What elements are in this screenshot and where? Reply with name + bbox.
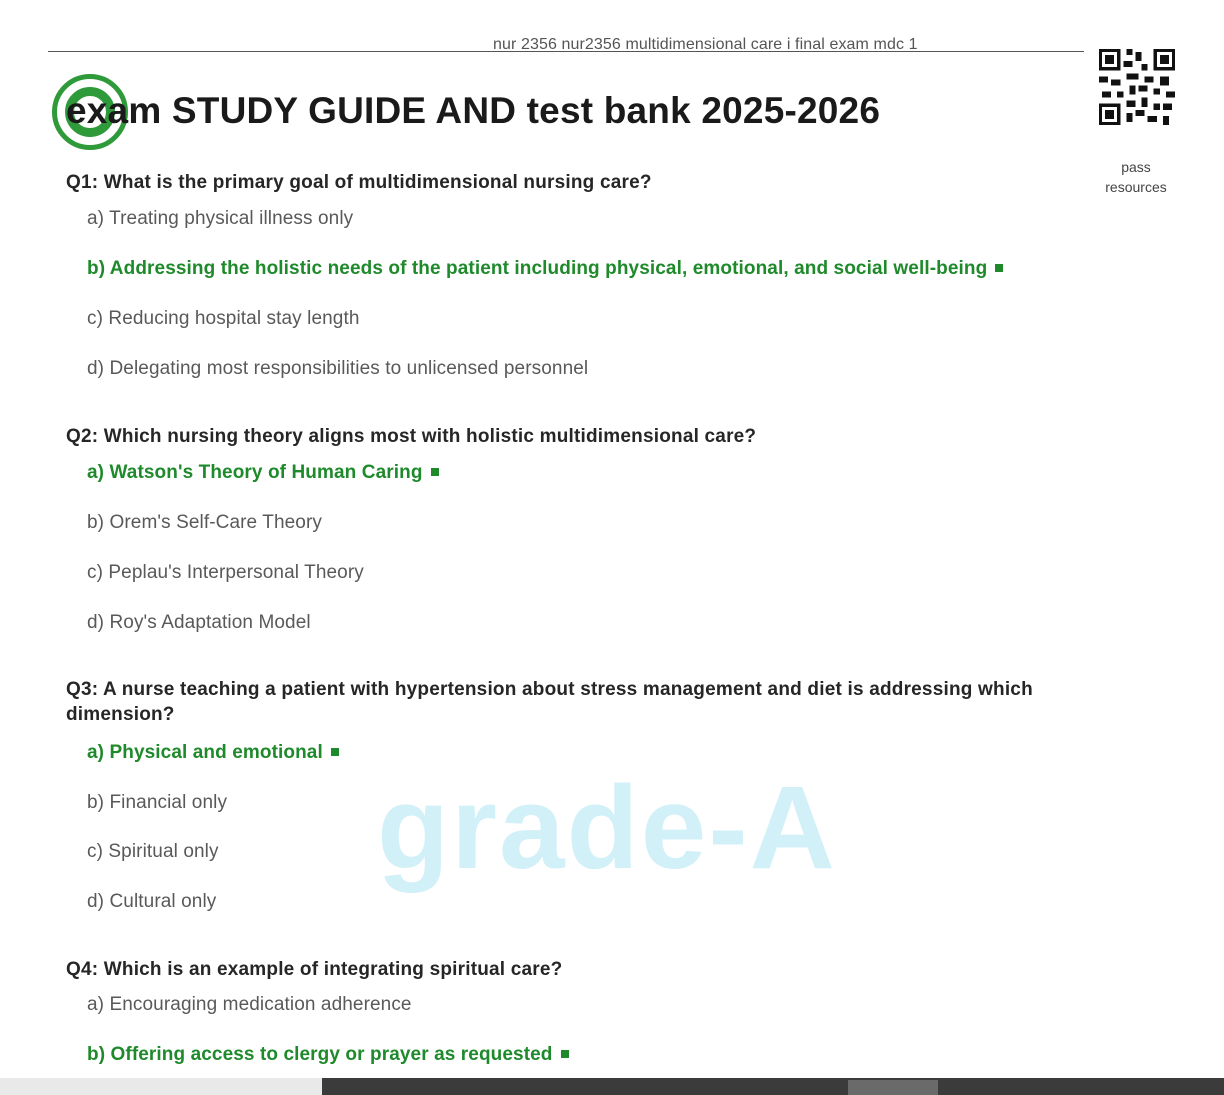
qr-code-icon [1099, 47, 1175, 127]
question-2: Q2: Which nursing theory aligns most with holistic multidimensional care? [66, 426, 757, 447]
correct-marker-icon [561, 1050, 569, 1058]
watermark: grade-A [377, 762, 837, 894]
option-text: c) Spiritual only [87, 841, 219, 862]
option-q3-d [87, 890, 216, 914]
option-q3-c [87, 840, 219, 864]
option-text: d) Roy's Adaptation Model [87, 612, 311, 633]
option-q1-c [87, 307, 360, 331]
option-text: b) Orem's Self-Care Theory [87, 512, 322, 533]
question-3: Q3: A nurse teaching a patient with hypertension about stress management and diet is addressing which dimension? [66, 679, 1033, 725]
option-q2-d [87, 611, 311, 635]
qr-caption [1096, 157, 1176, 197]
option-q3-b [87, 791, 227, 815]
option-text: b) Offering access to clergy or prayer as requested [87, 1044, 553, 1065]
qr-caption-line-1: pass [1121, 159, 1151, 175]
option-q4-a [87, 993, 412, 1017]
course-header: nur 2356 nur2356 multidimensional care i final exam mdc 1 [493, 36, 918, 53]
option-q3-a-correct [87, 741, 339, 765]
option-text: a) Encouraging medication adherence [87, 994, 412, 1015]
question-4: Q4: Which is an example of integrating spiritual care? [66, 959, 563, 980]
correct-marker-icon [995, 264, 1003, 272]
option-text: a) Treating physical illness only [87, 208, 354, 229]
option-q1-a [87, 207, 353, 231]
question-1: Q1: What is the primary goal of multidimensional nursing care? [66, 172, 652, 193]
option-text: a) Physical and emotional [87, 742, 323, 763]
option-q1-b-correct [87, 257, 1003, 281]
option-text: b) Financial only [87, 792, 228, 813]
option-q2-a-correct [87, 461, 439, 485]
page-title: exam STUDY GUIDE AND test bank 2025-2026 [66, 90, 881, 131]
correct-marker-icon [331, 748, 339, 756]
option-q2-c [87, 561, 364, 585]
option-text: d) Cultural only [87, 891, 217, 912]
taskbar-tab[interactable] [848, 1080, 938, 1095]
option-text: c) Reducing hospital stay length [87, 308, 360, 329]
taskbar [322, 1078, 1224, 1095]
option-q1-d [87, 357, 588, 381]
correct-marker-icon [431, 468, 439, 476]
option-q4-b-correct [87, 1043, 569, 1067]
bottom-bar [0, 1078, 1224, 1095]
option-text: b) Addressing the holistic needs of the patient including physical, emotional, and social well-being [87, 258, 988, 279]
option-q2-b [87, 511, 322, 535]
option-text: d) Delegating most responsibilities to unlicensed personnel [87, 358, 589, 379]
option-text: a) Watson's Theory of Human Caring [87, 462, 423, 483]
qr-caption-line-2: resources [1105, 179, 1167, 195]
option-text: c) Peplau's Interpersonal Theory [87, 562, 364, 583]
